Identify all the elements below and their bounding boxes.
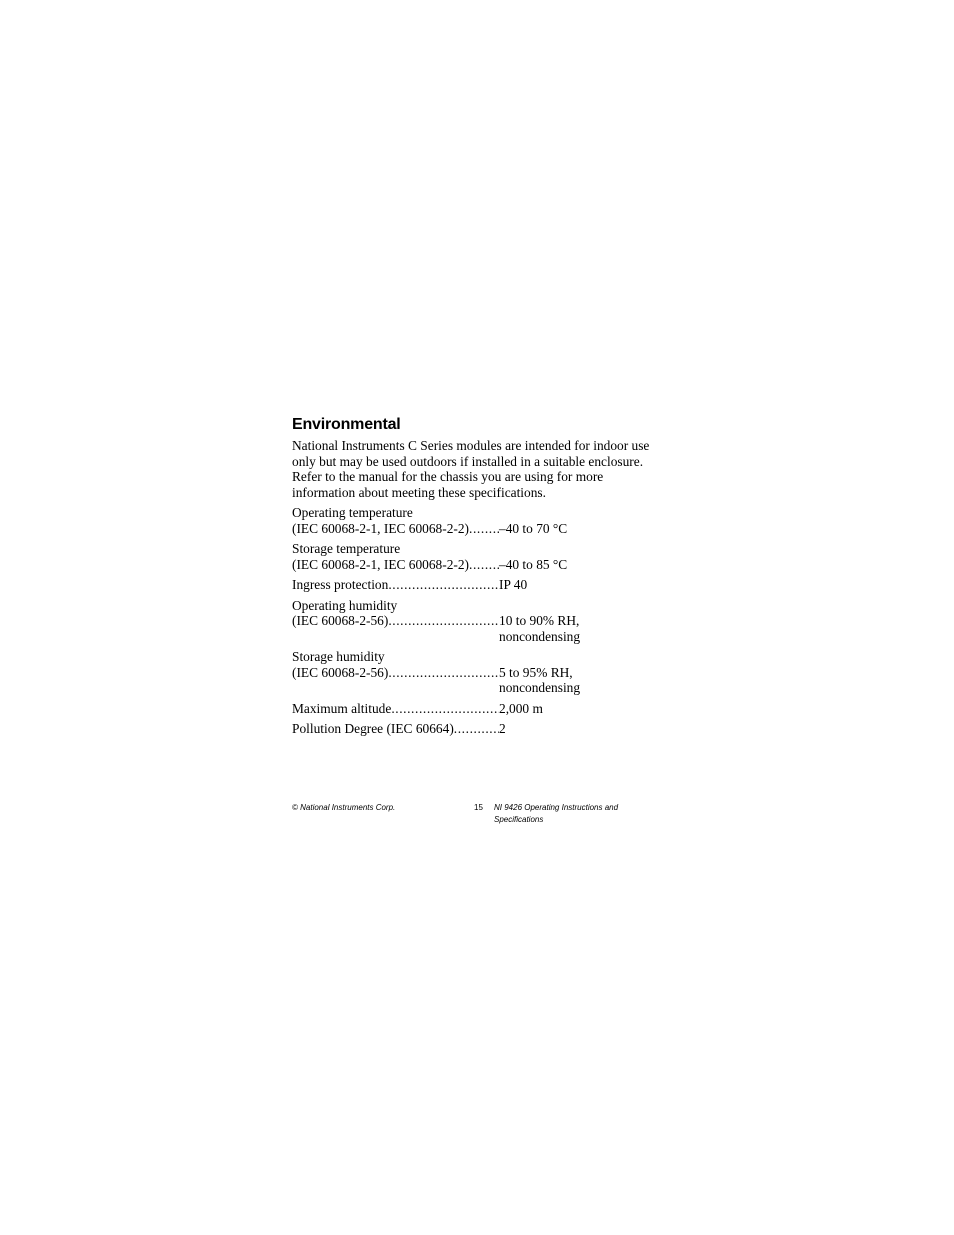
- spec-row: [292, 721, 664, 737]
- spec-value: [499, 701, 664, 717]
- spec-row: [292, 577, 664, 593]
- spec-label-column: [292, 721, 499, 737]
- spec-value-line: IP 40: [499, 577, 528, 592]
- dot-leader: [454, 721, 499, 737]
- spec-label: (IEC 60068-2-1, IEC 60068-2-2): [292, 556, 470, 572]
- spec-value: [499, 557, 664, 573]
- spec-label: (IEC 60068-2-1, IEC 60068-2-2): [292, 520, 470, 536]
- spec-label: (IEC 60068-2-56): [292, 664, 389, 680]
- spec-label: Storage humidity: [292, 649, 385, 664]
- spec-label-column: [292, 701, 499, 717]
- spec-value-line: 2: [499, 721, 506, 736]
- spec-label-line: [292, 541, 664, 557]
- spec-label: Operating temperature: [292, 505, 413, 520]
- spec-row: [292, 701, 664, 717]
- spec-value-line: 5 to 95% RH,: [499, 664, 573, 680]
- spec-value: [499, 577, 664, 593]
- spec-row: [292, 521, 664, 537]
- intro-paragraph: National Instruments C Series modules are intended for indoor use only but may be used outdoors if installed in a suitable enclosure. Refer to the manual for the chassis you are using for more information about meeting these specifications.: [292, 438, 650, 500]
- spec-row: [292, 557, 664, 573]
- spec-item: [292, 649, 664, 696]
- spec-list: [292, 505, 664, 737]
- dot-leader: [388, 665, 499, 681]
- footer-document-title: NI 9426 Operating Instructions and Specifications: [494, 803, 619, 824]
- footer-copyright: © National Instruments Corp.: [292, 803, 396, 812]
- spec-value-line: noncondensing: [499, 680, 581, 695]
- spec-value-line: 10 to 90% RH,: [499, 613, 580, 628]
- page-content: [292, 414, 664, 742]
- spec-label: Maximum altitude: [292, 700, 392, 716]
- spec-row: [292, 665, 664, 696]
- spec-value: [499, 721, 664, 737]
- dot-leader: [388, 577, 499, 593]
- spec-label: Storage temperature: [292, 541, 401, 556]
- dot-leader: [388, 613, 499, 629]
- spec-row: [292, 613, 664, 644]
- spec-label: (IEC 60068-2-56): [292, 613, 389, 628]
- spec-item: [292, 541, 664, 572]
- spec-value-line: noncondensing: [499, 628, 581, 644]
- spec-label-column: [292, 521, 499, 537]
- spec-value: [499, 521, 664, 537]
- spec-item: [292, 701, 664, 717]
- spec-label: Operating humidity: [292, 597, 398, 613]
- spec-label-column: [292, 557, 499, 573]
- dot-leader: [391, 701, 499, 717]
- footer-page-number: 15: [474, 803, 483, 812]
- spec-label-line: [292, 505, 664, 521]
- page-footer: [292, 802, 664, 824]
- spec-value-line: –40 to 70 °C: [499, 520, 568, 536]
- dot-leader: [469, 521, 499, 537]
- spec-value-line: –40 to 85 °C: [499, 556, 568, 572]
- spec-value: [499, 665, 664, 696]
- spec-label-column: [292, 577, 499, 593]
- spec-label: Pollution Degree (IEC 60664): [292, 721, 454, 736]
- spec-value: [499, 613, 664, 644]
- spec-label: Ingress protection: [292, 577, 389, 592]
- section-heading: Environmental: [292, 416, 401, 433]
- spec-label-column: [292, 665, 499, 681]
- spec-item: [292, 577, 664, 593]
- dot-leader: [469, 557, 499, 573]
- spec-label-line: [292, 649, 664, 665]
- spec-item: [292, 721, 664, 737]
- spec-value-line: 2,000 m: [499, 700, 543, 716]
- spec-item: [292, 505, 664, 536]
- spec-label-column: [292, 613, 499, 629]
- spec-item: [292, 598, 664, 645]
- spec-label-line: [292, 598, 664, 614]
